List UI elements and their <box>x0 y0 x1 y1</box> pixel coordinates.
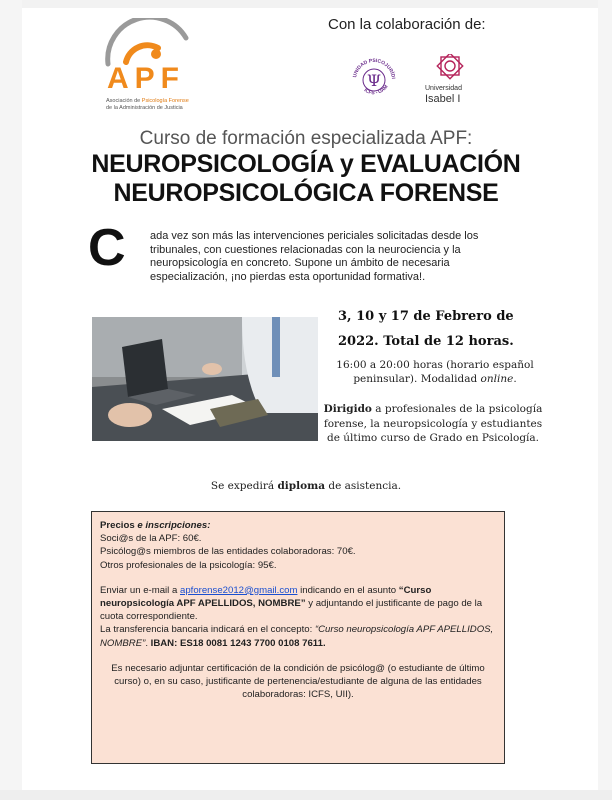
prices-box <box>91 511 505 764</box>
email-subject: “Curso neuropsicología APF APELLIDOS, NOMBRE” <box>100 584 432 610</box>
intro-text: ada vez son más las intervenciones periciales solicitadas desde los tribunales, con cuestiones relacionadas con la neurociencia y la neuropsicología en concreto. Supone un ámbito de necesaria especialización, ¡no pierdas esta oportunidad formativa!. <box>150 230 479 283</box>
uii-name <box>425 84 462 106</box>
certification-note: Es necesario adjuntar certificación de la condición de psicólog@ (o estudiante de último curso) o, en su caso, justificante de pertenencia/estudiante de alguna de las entidades colaboradoras: ICFS, UII). <box>111 662 485 701</box>
uii-line2: Isabel I <box>425 93 461 105</box>
diploma-note <box>0 480 612 492</box>
svg-text:Ψ: Ψ <box>366 71 382 90</box>
target-audience <box>318 402 548 446</box>
hours-online: online <box>480 373 514 385</box>
frame-left <box>0 0 22 800</box>
apf-acronym: APF <box>107 62 185 95</box>
email-link[interactable]: apforense2012@gmail.com <box>179 584 298 596</box>
diploma-pre: Se expedirá <box>210 480 278 492</box>
email-pre: Enviar un e-mail a <box>100 584 180 596</box>
diploma-post: de asistencia. <box>325 480 402 492</box>
prices-heading-italic: e inscripciones: <box>137 520 211 531</box>
collaboration-label: Con la colaboración de: <box>328 16 486 33</box>
transfer-pre: La transferencia bancaria indicará en el concepto: <box>100 624 315 636</box>
frame-right <box>598 0 612 800</box>
intro-dropcap: C <box>88 219 126 277</box>
frame-bottom <box>0 790 612 800</box>
hours-end: . <box>513 373 517 385</box>
email-instructions <box>100 584 496 624</box>
price-line-3: Otros profesionales de la psicología: 95€. <box>100 559 277 571</box>
dates-line2: 2022. Total de 12 horas. <box>338 334 514 349</box>
uii-line1: Universidad <box>425 85 462 92</box>
prices-heading <box>100 519 496 532</box>
email-mid: indicando en el asunto <box>297 584 399 596</box>
course-hours <box>330 358 540 386</box>
uam-ring-text: UNIDAD PSICOJURÍDI <box>352 57 396 80</box>
apf-subtitle <box>106 98 226 112</box>
course-subtitle: Curso de formación especializada APF: <box>139 128 473 149</box>
meeting-photo <box>92 317 318 441</box>
dates-line1: 3, 10 y 17 de Febrero de <box>338 309 514 324</box>
prices-heading-bold: Precios <box>100 520 138 531</box>
course-title <box>0 150 612 208</box>
aimed-text: a profesionales de la psicología forense, la neuropsicología y estudiantes de último curso de Grado en Psicología. <box>323 403 543 444</box>
course-dates <box>338 304 538 354</box>
uam-logo <box>348 52 400 104</box>
apf-sub-highlight: Psicología Forense <box>141 98 189 104</box>
hours-text: 16:00 a 20:00 horas (horario español peninsular). Modalidad <box>336 359 534 385</box>
price-line-2: Psicólog@s miembros de las entidades colaboradoras: 70€. <box>100 546 356 558</box>
course-title-line2: NEUROPSICOLÓGICA FORENSE <box>113 179 499 207</box>
diploma-bold: diploma <box>277 480 326 492</box>
price-line-1: Soci@s de la APF: 60€. <box>100 533 202 545</box>
apf-sub-suffix: de la Administración de Justicia <box>106 105 183 111</box>
transfer-instructions <box>100 623 496 649</box>
email-post: y adjuntando el justificante de pago de la cuota correspondiente. <box>100 598 483 623</box>
iban: IBAN: ES18 0081 1243 7700 0108 7611. <box>150 637 326 649</box>
course-title-line1: NEUROPSICOLOGÍA y EVALUACIÓN <box>91 150 521 178</box>
transfer-concept: “Curso neuropsicología APF APELLIDOS, NOMBRE” <box>100 624 494 649</box>
transfer-dot: . <box>145 637 151 649</box>
aimed-bold: Dirigido <box>323 403 372 415</box>
frame-top <box>0 0 612 8</box>
apf-sub-prefix: Asociación de <box>106 98 142 104</box>
uam-bottom-text: ICFS - UAM <box>362 83 390 97</box>
